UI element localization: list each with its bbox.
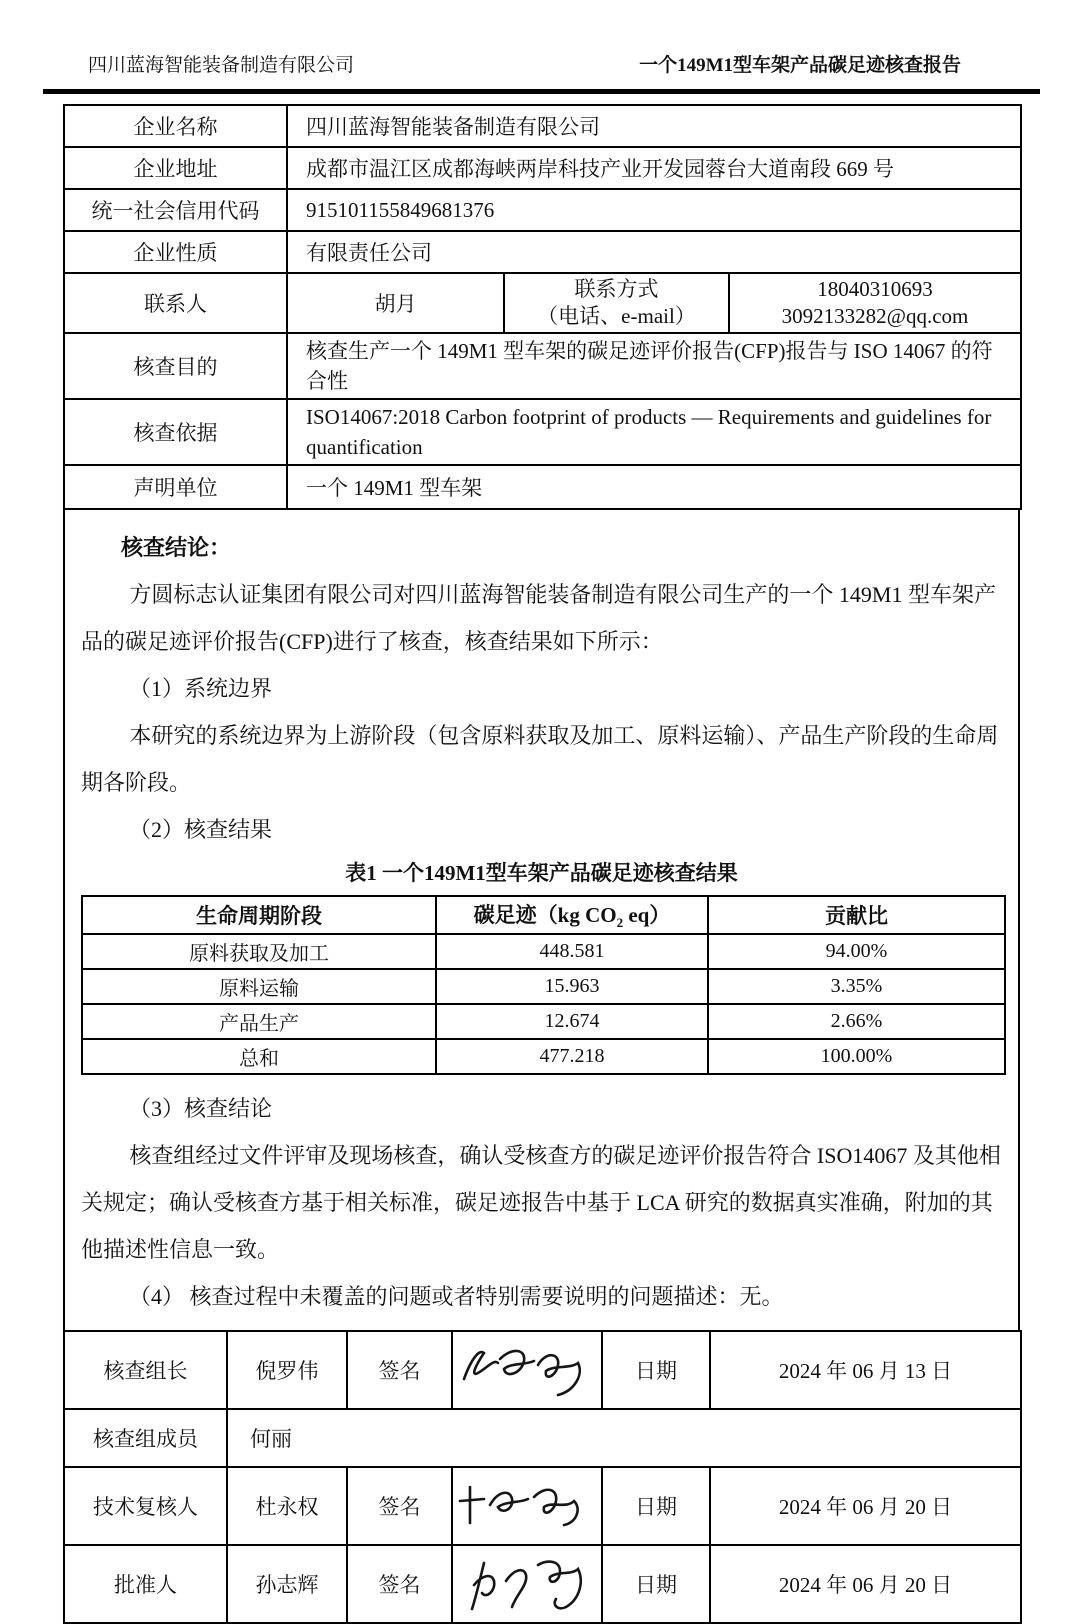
- table-row: [64, 465, 1021, 509]
- conclusion-section: [63, 510, 1020, 1332]
- item3-title: （3）核查结论: [129, 1096, 273, 1122]
- verification-purpose-label: 核查目的: [64, 333, 287, 399]
- col-header-stage: 生命周期阶段: [82, 896, 436, 934]
- team-member-row: [64, 1409, 1021, 1467]
- footprint-cell: 12.674: [436, 1004, 708, 1039]
- col-header-ratio: 贡献比: [708, 896, 1005, 934]
- header-report-title: 一个149M1型车架产品碳足迹核查报告: [639, 55, 961, 76]
- sign-label: 签名: [347, 1467, 452, 1545]
- co2-subscript: 2: [616, 915, 624, 931]
- handwritten-signature: [454, 1551, 600, 1617]
- footprint-cell: 477.218: [436, 1039, 708, 1074]
- table-row: [64, 333, 1021, 399]
- contact-row: [64, 273, 1021, 333]
- company-type-value: 有限责任公司: [287, 231, 1021, 273]
- company-type-label: 企业性质: [64, 231, 287, 273]
- approver-row: [64, 1545, 1021, 1623]
- table-row: [82, 1039, 1005, 1074]
- stage-cell: 原料运输: [82, 969, 436, 1004]
- col-header-footprint: 碳足迹（kg $CO_2$ eq）: [436, 896, 708, 934]
- person-name: 倪罗伟: [227, 1331, 347, 1409]
- header-divider: [43, 89, 1040, 94]
- stage-cell: 总和: [82, 1039, 436, 1074]
- document-body: [63, 104, 1020, 1624]
- person-name: 杜永权: [227, 1467, 347, 1545]
- footprint-cell: 15.963: [436, 969, 708, 1004]
- contact-method-line1: 联系方式: [574, 277, 659, 301]
- ratio-cell: 100.00%: [708, 1039, 1005, 1074]
- sign-label: 签名: [347, 1545, 452, 1623]
- contact-method-label: [504, 273, 729, 333]
- date-value: 2024 年 06 月 20 日: [710, 1545, 1021, 1623]
- role-label: 批准人: [64, 1545, 227, 1623]
- credit-code-value: 915101155849681376: [287, 189, 1021, 231]
- sign-label: 签名: [347, 1331, 452, 1409]
- item1-text: 本研究的系统边界为上游阶段（包含原料获取及加工、原料运输）、产品生产阶段的生命周期各阶段。: [81, 723, 999, 795]
- ratio-cell: 3.35%: [708, 969, 1005, 1004]
- ratio-cell: 2.66%: [708, 1004, 1005, 1039]
- results-header-row: [82, 896, 1005, 934]
- person-name: 何丽: [227, 1409, 1021, 1467]
- handwritten-signature: [454, 1339, 600, 1401]
- company-name-label: 企业名称: [64, 105, 287, 147]
- contact-label: 联系人: [64, 273, 287, 333]
- footprint-results-table: [81, 895, 1006, 1075]
- contact-method-line2: （电话、e-mail）: [537, 304, 696, 328]
- declared-unit-value: 一个 149M1 型车架: [287, 465, 1021, 509]
- company-info-table: [63, 104, 1022, 510]
- table-row: [82, 1004, 1005, 1039]
- table-row: [82, 934, 1005, 969]
- stage-cell: 原料获取及加工: [82, 934, 436, 969]
- item1-title: （1）系统边界: [129, 676, 273, 701]
- verification-basis-label: 核查依据: [64, 399, 287, 465]
- signature-image-leader: [452, 1331, 602, 1409]
- conclusion-heading: 核查结论：: [121, 535, 232, 560]
- table-row: [82, 969, 1005, 1004]
- contact-email: 3092133282@qq.com: [781, 304, 969, 328]
- date-label: 日期: [602, 1331, 710, 1409]
- stage-cell: 产品生产: [82, 1004, 436, 1039]
- table-row: [64, 189, 1021, 231]
- team-leader-row: [64, 1331, 1021, 1409]
- person-name: 孙志辉: [227, 1545, 347, 1623]
- role-label: 核查组长: [64, 1331, 227, 1409]
- role-label: 核查组成员: [64, 1409, 227, 1467]
- contact-name: 胡月: [287, 273, 504, 333]
- footprint-cell: 448.581: [436, 934, 708, 969]
- company-address-label: 企业地址: [64, 147, 287, 189]
- contact-phone: 18040310693: [817, 277, 933, 301]
- verification-basis-value: ISO14067:2018 Carbon footprint of products — Requirements and guidelines for quantification: [287, 399, 1021, 465]
- conclusion-paragraph-1: 方圆标志认证集团有限公司对四川蓝海智能装备制造有限公司生产的一个 149M1 型车架产品的碳足迹评价报告(CFP)进行了核查，核查结果如下所示：: [81, 582, 996, 654]
- item2-title: （2）核查结果: [129, 817, 273, 842]
- verification-purpose-value: 核查生产一个 149M1 型车架的碳足迹评价报告(CFP)报告与 ISO 14067 的符合性: [287, 333, 1021, 399]
- credit-code-label: 统一社会信用代码: [64, 189, 287, 231]
- date-label: 日期: [602, 1545, 710, 1623]
- header-company: 四川蓝海智能装备制造有限公司: [88, 55, 355, 76]
- table-row: [64, 105, 1021, 147]
- date-label: 日期: [602, 1467, 710, 1545]
- table-row: [64, 231, 1021, 273]
- signature-table: [63, 1330, 1022, 1624]
- date-value: 2024 年 06 月 13 日: [710, 1331, 1021, 1409]
- table-row: [64, 147, 1021, 189]
- declared-unit-label: 声明单位: [64, 465, 287, 509]
- signature-image-reviewer: [452, 1467, 602, 1545]
- page-header: [0, 0, 1083, 77]
- table-row: [64, 399, 1021, 465]
- technical-reviewer-row: [64, 1467, 1021, 1545]
- ratio-cell: 94.00%: [708, 934, 1005, 969]
- date-value: 2024 年 06 月 20 日: [710, 1467, 1021, 1545]
- signature-image-approver: [452, 1545, 602, 1623]
- item4-text: （4） 核查过程中未覆盖的问题或者特别需要说明的问题描述：无。: [129, 1284, 784, 1310]
- results-table-title: 表1 一个149M1型车架产品碳足迹核查结果: [345, 861, 738, 885]
- item3-text: 核查组经过文件评审及现场核查，确认受核查方的碳足迹评价报告符合 ISO14067 及其他相关规定；确认受核查方基于相关标准，碳足迹报告中基于 LCA 研究的数据真实准确，附加的其他描述性信息一致。: [81, 1143, 1001, 1263]
- company-address-value: 成都市温江区成都海峡两岸科技产业开发园蓉台大道南段 669 号: [287, 147, 1021, 189]
- contact-value: [729, 273, 1021, 333]
- role-label: 技术复核人: [64, 1467, 227, 1545]
- company-name-value: 四川蓝海智能装备制造有限公司: [287, 105, 1021, 147]
